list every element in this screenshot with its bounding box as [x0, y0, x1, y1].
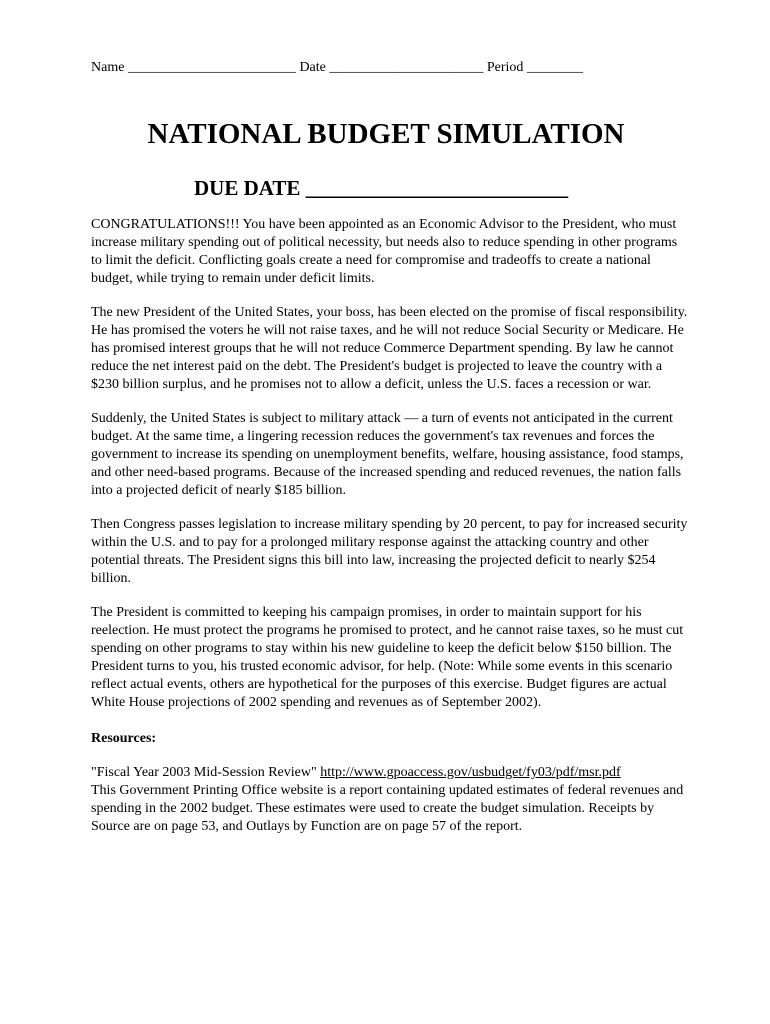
- resource-entry: [91, 764, 691, 836]
- attack-paragraph: Suddenly, the United States is subject to military attack — a turn of events not anticipated in the current budget. At the same time, a lingering recession reduces the government's tax revenues and forces the government to increase its spending on unemployment benefits, welfare, housing assistance, food stamps, and other need-based programs. Because of the increased spending and reduced revenues, the nation falls into a projected deficit of nearly $185 billion.: [91, 411, 684, 498]
- resource-description: This Government Printing Office website is a report containing updated estimates of federal revenues and spending in the 2002 budget. These estimates were used to create the budget simulation. Receipts by Source are on page 53, and Outlays by Function are on page 57 of the report.: [91, 783, 684, 834]
- due-date-line: [194, 174, 691, 202]
- date-blank: ______________________: [329, 60, 484, 75]
- name-blank: ________________________: [127, 60, 296, 75]
- student-info-line: [91, 58, 691, 78]
- resources-heading: Resources:: [91, 731, 157, 746]
- campaign-paragraph: The President is committed to keeping his campaign promises, in order to maintain support for his reelection. He must protect the programs he promised to protect, and he cannot raise taxes, so he must cut spending on other programs to stay within his new guideline to keep the deficit below $150 billion. The President turns to you, his trusted economic advisor, for help. (Note: While some events in this scenario reflect actual events, others are hypothetical for the purposes of this exercise. Budget figures are actual White House projections of 2002 spending and revenues as of September 2002).: [91, 605, 684, 710]
- congress-paragraph: Then Congress passes legislation to increase military spending by 20 percent, to pay for increased security within the U.S. and to pay for a prolonged military response against the attacking country and other potential threats. The President signs this bill into law, increasing the projected deficit to nearly $254 billion.: [91, 517, 688, 586]
- name-label: Name: [91, 60, 125, 75]
- president-paragraph: The new President of the United States, your boss, has been elected on the promise of fiscal responsibility. He has promised the voters he will not raise taxes, and he will not reduce Social Security or Medicare. He has promised interest groups that he will not reduce Commerce Department spending. By law he cannot reduce the net interest paid on the debt. The President's budget is projected to leave the country with a $230 billion surplus, and he promises not to allow a deficit, unless the U.S. faces a recession or war.: [91, 305, 688, 392]
- resource-title: "Fiscal Year 2003 Mid-Session Review": [91, 765, 317, 780]
- document-title: NATIONAL BUDGET SIMULATION: [147, 118, 625, 150]
- due-date-label: DUE DATE: [194, 176, 301, 200]
- resource-link[interactable]: http://www.gpoaccess.gov/usbudget/fy03/pdf/msr.pdf: [320, 765, 621, 780]
- intro-paragraph: CONGRATULATIONS!!! You have been appointed as an Economic Advisor to the President, who must increase military spending out of political necessity, but needs also to reduce spending in other programs to limit the deficit. Conflicting goals create a need for compromise and tradeoffs to create a national budget, while trying to remain under deficit limits.: [91, 217, 678, 286]
- date-label: Date: [299, 60, 326, 75]
- worksheet-page: [91, 58, 691, 836]
- period-label: Period: [486, 60, 524, 75]
- period-blank: ________: [526, 60, 583, 75]
- due-date-blank: _________________________: [305, 176, 569, 200]
